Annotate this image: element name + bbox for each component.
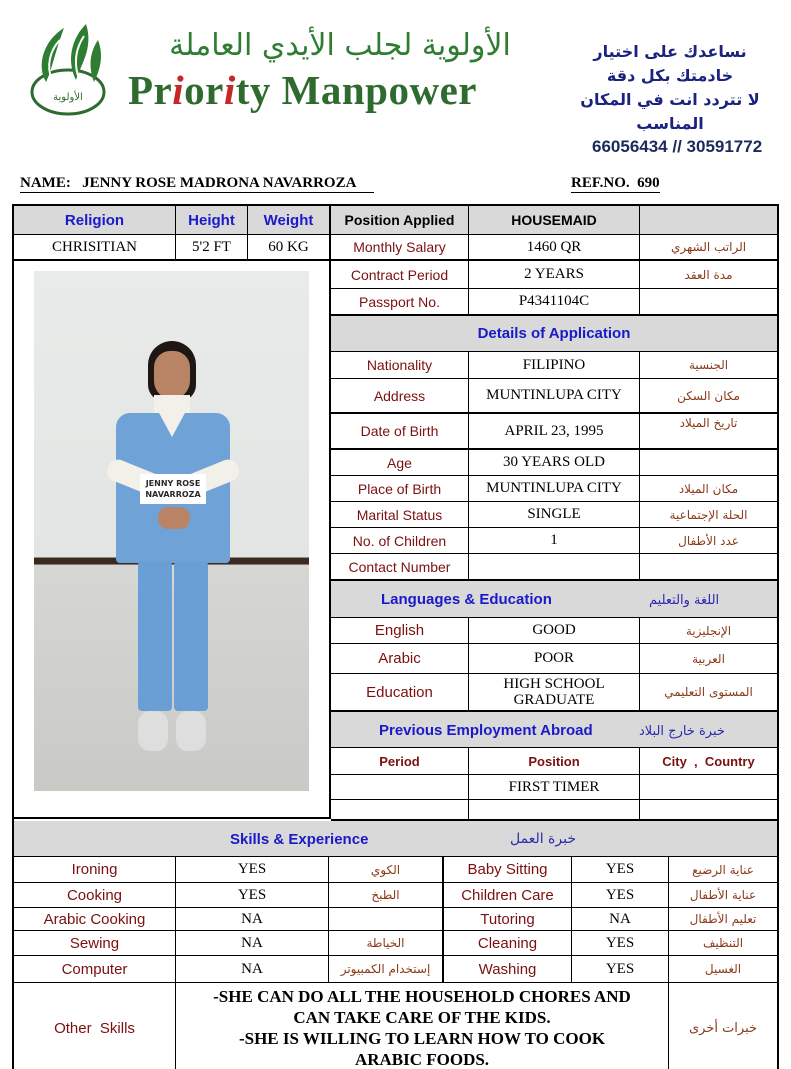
contact-number-label: Contact Number	[331, 554, 469, 581]
skill-arabic-cooking-value: NA	[176, 908, 329, 931]
contact-phones: 66056434 // 30591772	[592, 137, 763, 156]
svg-text:الأولوية: الأولوية	[53, 92, 83, 103]
english-value: GOOD	[469, 618, 640, 644]
address-label: Address	[331, 379, 469, 414]
company-slogan: نساعدك على اختيار خادمتك بكل دقة لا تتردد انت في المكان المناسب	[580, 42, 760, 133]
period-column-header: Period	[331, 748, 469, 775]
marital-status-value: SINGLE	[469, 502, 640, 528]
place-of-birth-label: Place of Birth	[331, 476, 469, 502]
skill-arabic-cooking-arabic	[329, 908, 444, 931]
name-label: NAME:	[20, 175, 71, 191]
skill-arabic-cooking-label: Arabic Cooking	[14, 908, 176, 931]
monthly-salary-value: 1460 QR	[469, 235, 640, 261]
arabic-value: POOR	[469, 644, 640, 674]
contract-period-arabic: مدة العقد	[640, 261, 777, 289]
languages-title: Languages & Education	[381, 591, 552, 608]
skill-sewing-value: NA	[176, 931, 329, 956]
address-value: MUNTINLUPA CITY	[469, 379, 640, 414]
nationality-value: FILIPINO	[469, 352, 640, 379]
skill-tutoring-value: NA	[572, 908, 669, 931]
position-column-header: Position	[469, 748, 640, 775]
passport-value: P4341104C	[469, 289, 640, 316]
education-label: Education	[331, 674, 469, 712]
company-logo	[24, 20, 116, 118]
company-name-english: Priority Manpower	[128, 67, 477, 113]
skill-computer-value: NA	[176, 956, 329, 983]
weight-header: Weight	[248, 206, 331, 235]
skill-washing-arabic: الغسيل	[669, 956, 777, 983]
position-applied-header: Position Applied	[331, 206, 469, 235]
employment-period-2	[331, 800, 469, 821]
skill-ironing-arabic: الكوي	[329, 857, 444, 883]
skill-tutoring-arabic: تعليم الأطفال	[669, 908, 777, 931]
arabic-arabic: العربية	[640, 644, 777, 674]
address-arabic: مكان السكن	[640, 379, 777, 414]
skill-cleaning-label: Cleaning	[444, 931, 572, 956]
age-value: 30 YEARS OLD	[469, 450, 640, 476]
employment-section-header	[331, 712, 777, 748]
contract-period-label: Contract Period	[331, 261, 469, 289]
position-applied-value: HOUSEMAID	[469, 206, 640, 235]
skill-cleaning-value: YES	[572, 931, 669, 956]
monthly-salary-arabic: الراتب الشهري	[640, 235, 777, 261]
photo-v-neck	[158, 411, 186, 437]
photo-hands	[158, 507, 190, 529]
other-skills-text: -SHE CAN DO ALL THE HOUSEHOLD CHORES AND CAN TAKE CARE OF THE KIDS. -SHE IS WILLING TO LEARN HOW TO COOK ARABIC FOODS.	[176, 983, 669, 1069]
date-of-birth-value: APRIL 23, 1995	[469, 414, 640, 450]
skills-section-header	[14, 821, 777, 857]
skill-baby-sitting-label: Baby Sitting	[444, 857, 572, 883]
skill-computer-arabic: إستخدام الكمبيوتر	[329, 956, 444, 983]
contact-number-value	[469, 554, 640, 581]
passport-arabic	[640, 289, 777, 316]
religion-header: Religion	[14, 206, 176, 235]
employment-period-1	[331, 775, 469, 800]
ref-value: 690	[637, 175, 660, 191]
weight-value: 60 KG	[248, 235, 331, 261]
applicant-name: JENNY ROSE MADRONA NAVARROZA	[82, 175, 357, 191]
employment-city-1	[640, 775, 777, 800]
monthly-salary-label: Monthly Salary	[331, 235, 469, 261]
arabic-label: Arabic	[331, 644, 469, 674]
skill-ironing-label: Ironing	[14, 857, 176, 883]
skill-children-care-label: Children Care	[444, 883, 572, 908]
place-of-birth-arabic: مكان الميلاد	[640, 476, 777, 502]
nationality-arabic: الجنسية	[640, 352, 777, 379]
city-country-column-header: City , Country	[640, 748, 777, 775]
education-arabic: المستوى التعليمي	[640, 674, 777, 712]
age-arabic	[640, 450, 777, 476]
photo-face	[154, 351, 190, 399]
languages-section-header	[331, 581, 777, 618]
logo-emblem-icon	[24, 20, 116, 118]
other-skills-label: Other Skills	[14, 983, 176, 1069]
contact-number-arabic	[640, 554, 777, 581]
skill-tutoring-label: Tutoring	[444, 908, 572, 931]
education-value: HIGH SCHOOL GRADUATE	[469, 674, 640, 712]
date-of-birth-label: Date of Birth	[331, 414, 469, 450]
skill-washing-label: Washing	[444, 956, 572, 983]
skill-children-care-arabic: عناية الأطفال	[669, 883, 777, 908]
photo-scrub-pants-left	[138, 561, 172, 711]
skill-cooking-label: Cooking	[14, 883, 176, 908]
photo-name-sign: JENNY ROSE NAVARROZA	[140, 474, 206, 504]
skill-sewing-label: Sewing	[14, 931, 176, 956]
children-label: No. of Children	[331, 528, 469, 554]
skill-cooking-value: YES	[176, 883, 329, 908]
other-skills-arabic: خبرات أخرى	[688, 1020, 758, 1036]
reference-number	[571, 175, 660, 193]
nationality-label: Nationality	[331, 352, 469, 379]
date-of-birth-arabic: تاريخ الميلاد	[640, 414, 777, 450]
english-arabic: الإنجليزية	[640, 618, 777, 644]
details-section-header: Details of Application	[331, 316, 777, 352]
skills-title: Skills & Experience	[230, 831, 369, 848]
skill-children-care-value: YES	[572, 883, 669, 908]
position-arabic-empty	[640, 206, 777, 235]
company-name-arabic: الأولوية لجلب الأيدي العاملة	[169, 28, 511, 63]
skills-title-arabic: خبرة العمل	[510, 831, 576, 847]
applicant-photo	[34, 271, 309, 791]
age-label: Age	[331, 450, 469, 476]
height-header: Height	[176, 206, 248, 235]
employment-position-1: FIRST TIMER	[469, 775, 640, 800]
photo-shoe-left	[138, 711, 168, 751]
religion-value: CHRISITIAN	[14, 235, 176, 261]
photo-scrub-pants-right	[174, 561, 208, 711]
applicant-name-line	[20, 175, 374, 193]
skill-washing-value: YES	[572, 956, 669, 983]
employment-title: Previous Employment Abroad	[379, 722, 593, 739]
children-value: 1	[469, 528, 640, 554]
marital-status-label: Marital Status	[331, 502, 469, 528]
english-label: English	[331, 618, 469, 644]
passport-label: Passport No.	[331, 289, 469, 316]
marital-status-arabic: الحلة الإجتماعية	[640, 502, 777, 528]
skill-computer-label: Computer	[14, 956, 176, 983]
contract-period-value: 2 YEARS	[469, 261, 640, 289]
skill-baby-sitting-arabic: عناية الرضيع	[669, 857, 777, 883]
employment-position-2	[469, 800, 640, 821]
children-arabic: عدد الأطفال	[640, 528, 777, 554]
height-value: 5'2 FT	[176, 235, 248, 261]
employment-title-arabic: خبرة خارج البلاد	[639, 724, 725, 739]
languages-title-arabic: اللغة والتعليم	[649, 593, 720, 608]
place-of-birth-value: MUNTINLUPA CITY	[469, 476, 640, 502]
skill-cleaning-arabic: التنظيف	[669, 931, 777, 956]
photo-shoe-right	[176, 711, 206, 751]
skill-sewing-arabic: الخياطة	[329, 931, 444, 956]
employment-city-2	[640, 800, 777, 821]
skill-baby-sitting-value: YES	[572, 857, 669, 883]
ref-label: REF.NO.	[571, 175, 630, 191]
skill-ironing-value: YES	[176, 857, 329, 883]
skill-cooking-arabic: الطبخ	[329, 883, 444, 908]
